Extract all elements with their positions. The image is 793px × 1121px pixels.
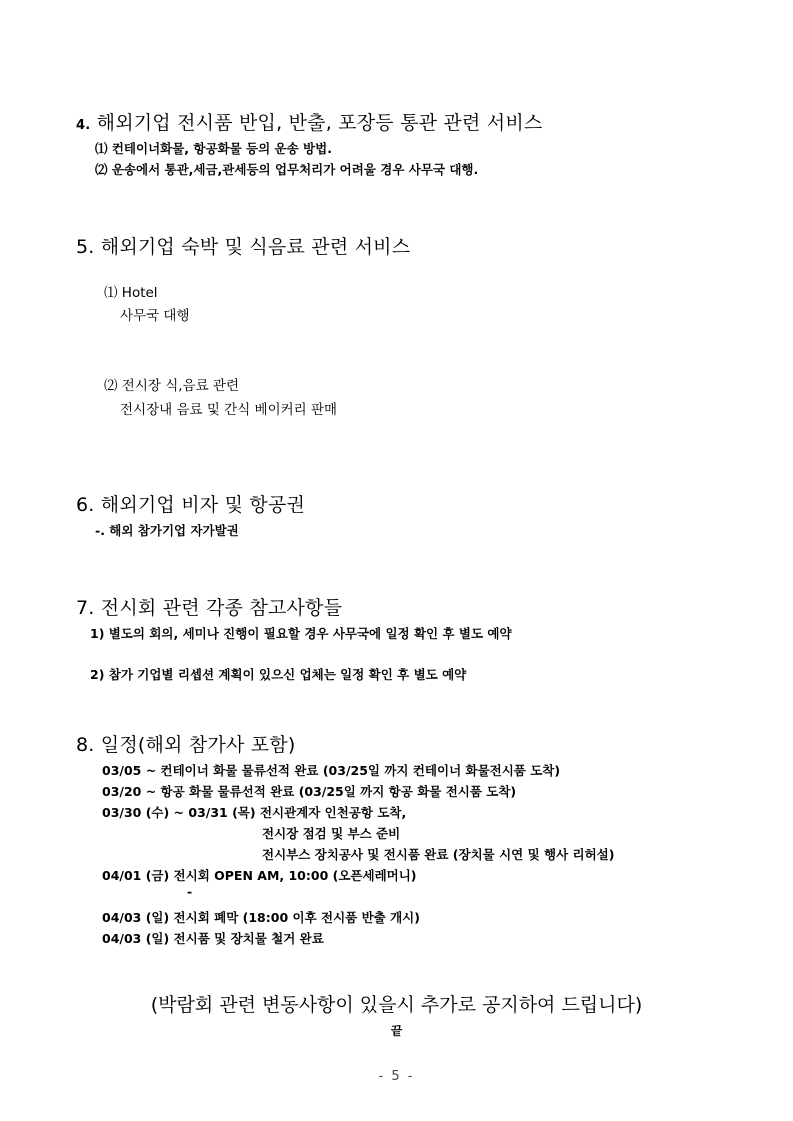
section-7-heading: 7. 전시회 관련 각종 참고사항들 (76, 597, 343, 619)
schedule-line: 04/03 (일) 전시품 및 장치물 철거 완료 (102, 931, 324, 946)
section-6-heading: 6. 해외기업 비자 및 항공권 (76, 494, 306, 516)
section-5-heading: 5. 해외기업 숙박 및 식음료 관련 서비스 (76, 236, 411, 258)
section-4-item-1: ⑴ 컨테이너화물, 항공화물 등의 운송 방법. (95, 141, 332, 156)
section-7-item-1: 1) 별도의 회의, 세미나 진행이 필요할 경우 사무국에 일정 확인 후 별도 예약 (90, 626, 512, 641)
food-desc: 전시장내 음료 및 간식 베이커리 판매 (120, 402, 338, 418)
hotel-desc: 사무국 대행 (120, 308, 190, 324)
schedule-line: 04/01 (금) 전시회 OPEN AM, 10:00 (오픈세레머니) (102, 868, 417, 883)
end-mark: 끝 (390, 1024, 403, 1038)
section-4-heading (76, 108, 542, 135)
section-4-item-2: ⑵ 운송에서 통관,세금,관세등의 업무처리가 어려울 경우 사무국 대행. (95, 162, 479, 177)
section-8-heading: 8. 일정(해외 참가사 포함) (76, 734, 296, 756)
schedule-line: 03/30 (수) ~ 03/31 (목) 전시관계자 인천공항 도착, (102, 805, 407, 820)
section-4-number: 4. (76, 118, 91, 133)
schedule-line: 03/05 ~ 컨테이너 화물 물류선적 완료 (03/25일 까지 컨테이너 화물전시품 도착) (102, 763, 561, 778)
schedule-line: 전시장 점검 및 부스 준비 (262, 826, 401, 841)
change-notice: (박람회 관련 변동사항이 있을시 추가로 공지하여 드립니다) (150, 994, 643, 1016)
schedule-dash: - (187, 884, 193, 899)
schedule-line: 전시부스 장치공사 및 전시품 완료 (장치물 시연 및 행사 리허설) (262, 847, 615, 862)
section-4-title: 해외기업 전시품 반입, 반출, 포장등 통관 관련 서비스 (96, 112, 543, 134)
schedule-line: 03/20 ~ 항공 화물 물류선적 완료 (03/25일 까지 항공 화물 전시품 도착) (102, 784, 517, 799)
schedule-line: 04/03 (일) 전시회 폐막 (18:00 이후 전시품 반출 개시) (102, 910, 420, 925)
section-6-item: -. 해외 참가기업 자가발권 (95, 523, 239, 538)
food-label: ⑵ 전시장 식,음료 관련 (104, 378, 239, 394)
hotel-label: ⑴ Hotel (104, 285, 158, 301)
section-7-item-2: 2) 참가 기업별 리셉션 계획이 있으신 업체는 일정 확인 후 별도 예약 (90, 667, 467, 682)
page-number: - 5 - (378, 1069, 415, 1084)
